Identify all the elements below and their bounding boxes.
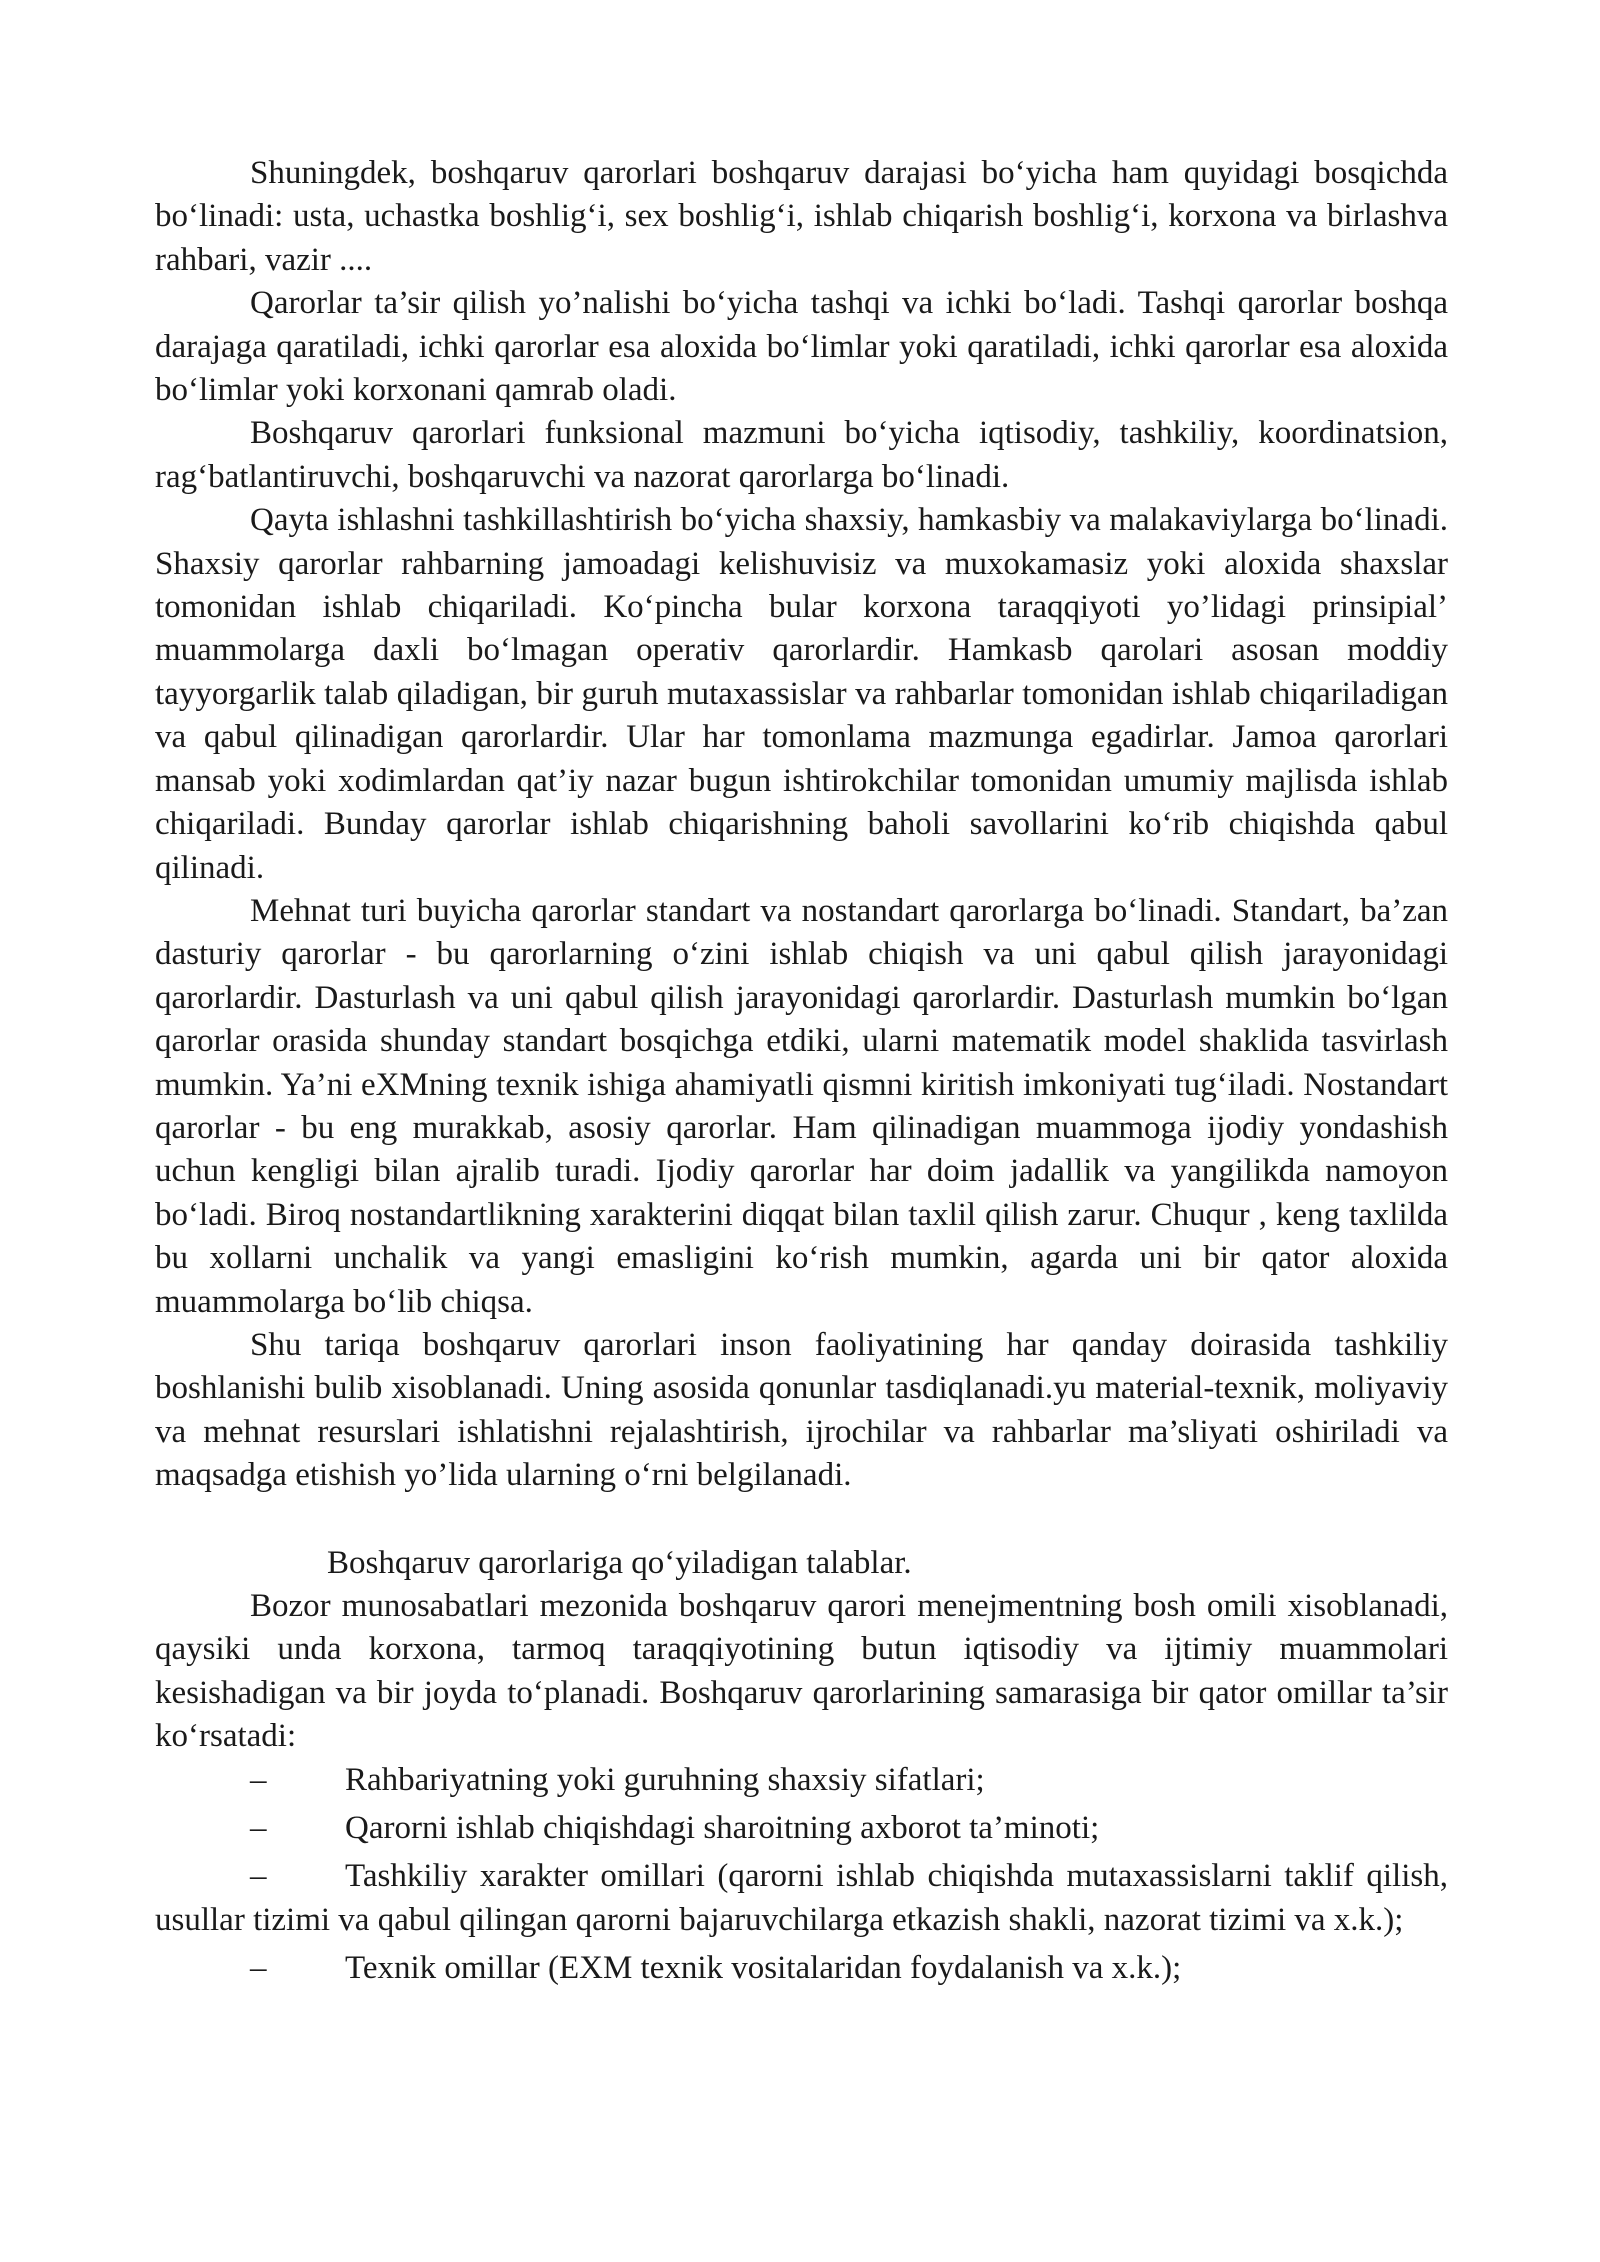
paragraph-conclusion: Shu tariqa boshqaruv qarorlari inson faoliyatining har qanday doirasida tashkiliy boshlanishi bulib xisoblanadi. Uning asosida qonunlar tasdiqlanadi.yu material-texnik, moliyaviy va mehnat resurslari ishlatishni rejalashtirish, ijrochilar va rahbarlar ma’sliyati oshiriladi va maqsadga etishish yo’lida ularning o‘rni belgilanadi. [155,1326,1448,1494]
list-item-text: Texnik omillar (EXM texnik vositalaridan foydalanish va x.k.); [345,1950,1182,1987]
section-heading: Boshqaruv qarorlariga qo‘yiladigan talablar. [327,1544,912,1581]
bullet-dash: – [250,1858,267,1895]
list-item [155,1807,1448,1850]
blank-line [155,1498,1448,1542]
paragraph-management-levels: Shuningdek, boshqaruv qarorlari boshqaruv darajasi bo‘yicha ham quyidagi bosqichda bo‘linadi: usta, uchastka boshlig‘i, sex boshlig‘i, ishlab chiqarish boshlig‘i, korxona va birlashva rahbari, vazir .... [155,155,1448,278]
paragraph-organization: Qayta ishlashni tashkillashtirish bo‘yicha shaxsiy, hamkasbiy va malakaviylarga bo‘linadi. Shaxsiy qarorlar rahbarning jamoadagi kelishuvisiz va muxokamasiz yoki aloxida shaxslar tomonidan ishlab chiqariladi. Ko‘pincha bular korxona taraqqiyoti yo’lidagi prinsipial’ muammolarga daxli bo‘lmagan operativ qarorlardir. Hamkasb qarolari asosan moddiy tayyorgarlik talab qiladigan, bir guruh mutaxassislar va rahbarlar tomonidan ishlab chiqariladigan va qabul qilinadigan qarorlardir. Ular har tomonlama mazmunga egadirlar. Jamoa qarorlari mansab yoki xodimlardan qat’iy nazar bugun ishtirokchilar tomonidan umumiy majlisda ishlab chiqariladi. Bunday qarorlar ishlab chiqarishning baholi savollarini ko‘rib chiqishda qabul qilinadi. [155,502,1448,886]
list-item-text: Qarorni ishlab chiqishdagi sharoitning axborot ta’minoti; [345,1810,1100,1847]
paragraph-work-type: Mehnat turi buyicha qarorlar standart va nostandart qarorlarga bo‘linadi. Standart, ba’zan dasturiy qarorlar - bu qarorlarning o‘zini ishlab chiqish va uni qabul qilish jarayonidagi qarorlardir. Dasturlash va uni qabul qilish jarayonidagi qarorlardir. Dasturlash mumkin bo‘lgan qarorlar orasida shunday standart bosqichga etdiki, ularni matematik model shaklida tasvirlash mumkin. Ya’ni eXMning texnik ishiga ahamiyatli qismni kiritish imkoniyati tug‘iladi. Nostandart qarorlar - bu eng murakkab, asosiy qarorlar. Ham qilinadigan muammoga ijodiy yondashish uchun kengligi bilan ajralib turadi. Ijodiy qarorlar har doim jadallik va yangilikda namoyon bo‘ladi. Biroq nostandartlikning xarakterini diqqat bilan taxlil qilish zarur. Chuqur , keng taxlilda bu xollarni unchalik va yangi emasligini ko‘rish mumkin, agarda uni bir qator aloxida muammolarga bo‘lib chiqsa. [155,892,1448,1320]
list-item [155,1759,1448,1802]
document-page [155,152,1448,1991]
list-item [155,1947,1448,1990]
list-item-text: Rahbariyatning yoki guruhning shaxsiy sifatlari; [345,1761,985,1798]
bullet-dash: – [250,1810,267,1847]
bullet-dash: – [250,1950,267,1987]
list-item [155,1855,1448,1942]
paragraph-functional: Boshqaruv qarorlari funksional mazmuni bo‘yicha iqtisodiy, tashkiliy, koordinatsion, rag‘batlantiruvchi, boshqaruvchi va nazorat qarorlarga bo‘linadi. [155,415,1448,495]
paragraph-intro: Bozor munosabatlari mezonida boshqaruv qarori menejmentning bosh omili xisoblanadi, qaysiki unda korxona, tarmoq taraqqiyotining butun iqtisodiy va ijtimiy muammolari kesishadigan va bir joyda to‘planadi. Boshqaruv qarorlarining samarasiga bir qator omillar ta’sir ko‘rsatadi: [155,1588,1448,1755]
bullet-dash: – [250,1761,267,1798]
paragraph-direction: Qarorlar ta’sir qilish yo’nalishi bo‘yicha tashqi va ichki bo‘ladi. Tashqi qarorlar boshqa darajaga qaratiladi, ichki qarorlar esa aloxida bo‘limlar yoki qaratiladi, ichki qarorlar esa aloxida bo‘limlar yoki korxonani qamrab oladi. [155,285,1448,409]
list-item-text: Tashkiliy xarakter omillari (qarorni ishlab chiqishda mutaxassislarni taklif qilish, usullar tizimi va qabul qilingan qarorni bajaruvchilarga etkazish shakli, nazorat tizimi va x.k.); [155,1858,1448,1938]
